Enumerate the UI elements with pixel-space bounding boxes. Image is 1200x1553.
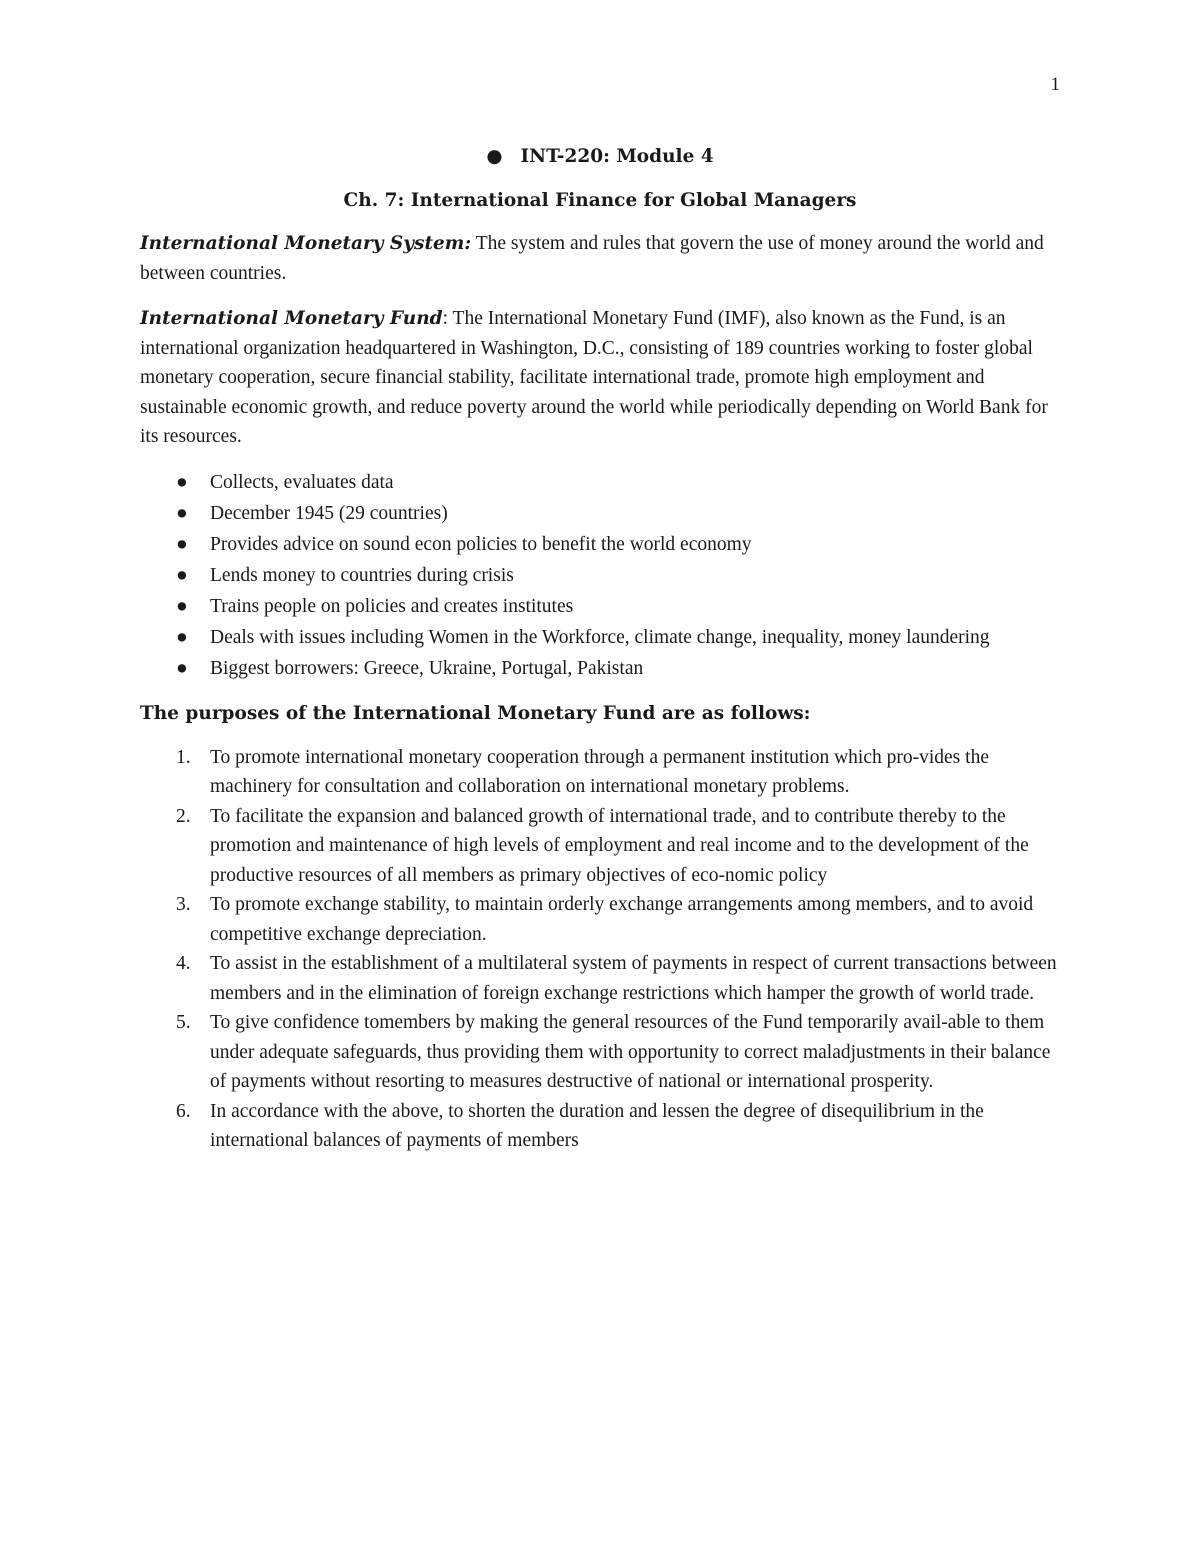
bullet-icon: ● [176,533,188,555]
module-title [140,142,1060,172]
bullet-icon: ● [176,657,188,679]
definition-term: International Monetary System [140,233,465,254]
page-number: 1 [1050,74,1060,95]
list-item-text: Trains people on policies and creates institutes [210,595,574,617]
list-item-number: 1. [176,746,191,768]
list-item-number: 5. [176,1012,191,1033]
list-item [140,949,1060,1008]
definition-text: The system and rules that govern the use of money around the world and between countries. [140,233,1044,284]
module-title-text: INT-220: Module 4 [520,146,714,167]
list-item-text: To promote international monetary cooperation through a permanent institution which pro-vides the machinery for consultation and collaboration on international monetary problems. [210,746,989,797]
list-item-text: Deals with issues including Women in the Workforce, climate change, inequality, money laundering [210,626,990,648]
bullet-icon: ● [176,502,188,524]
list-item-text: Provides advice on sound econ policies to benefit the world economy [210,533,752,555]
list-item [140,743,1060,802]
bullet-icon: ● [176,471,188,493]
list-item [140,561,1060,591]
purposes-list [140,743,1060,1156]
definition-separator: : [464,233,472,254]
list-item [140,468,1060,498]
list-item [140,890,1060,949]
list-item [140,592,1060,622]
list-item-text: To give confidence tomembers by making the general resources of the Fund temporarily avail-able to them under adequate safeguards, thus providing them with opportunity to correct maladjustments in their balance of payments without resorting to measures destructive of national or international prosperity. [210,1012,1051,1092]
list-item-text: To promote exchange stability, to maintain orderly exchange arrangements among members, and to avoid competitive exchange depreciation. [210,894,1034,945]
definition-monetary-fund [140,304,1060,452]
list-item [140,802,1060,891]
list-item [140,530,1060,560]
list-item-text: Lends money to countries during crisis [210,564,514,586]
list-item-text: Collects, evaluates data [210,471,394,493]
bullet-icon: ● [176,564,188,586]
purposes-heading: The purposes of the International Monetary Fund are as follows: [140,703,811,724]
definition-monetary-system [140,229,1060,288]
chapter-title: Ch. 7: International Finance for Global Managers [343,189,857,211]
definition-term: International Monetary Fund [140,308,443,329]
list-item [140,654,1060,684]
list-item-number: 4. [176,953,191,974]
list-item-number: 3. [176,894,191,915]
list-item [140,499,1060,529]
definition-text: The International Monetary Fund (IMF), also known as the Fund, is an international organization headquartered in Washington, D.C., consisting of 189 countries working to foster global monetary cooperation, secure financial stability, facilitate international trade, promote high employment and sustainable economic growth, and reduce poverty around the world while periodically depending on World Bank for its resources. [140,308,1048,447]
list-item-text: To facilitate the expansion and balanced growth of international trade, and to contribute thereby to the promotion and maintenance of high levels of employment and real income and to the development of the productive resources of all members as primary objectives of eco-nomic policy [210,805,1029,886]
document-body [140,142,1060,1156]
list-item-number: 6. [176,1100,191,1122]
list-item-text: December 1945 (29 countries) [210,502,448,524]
definition-separator: : [442,308,448,329]
bullet-icon: ● [486,146,503,167]
list-item-text: Biggest borrowers: Greece, Ukraine, Portugal, Pakistan [210,657,644,679]
list-item-text: To assist in the establishment of a multilateral system of payments in respect of current transactions between members and in the elimination of foreign exchange restrictions which hamper the growth of world trade. [210,953,1057,1004]
bullet-icon: ● [176,626,188,648]
list-item [140,623,1060,653]
bullet-icon: ● [176,595,188,617]
imf-facts-list [140,468,1060,684]
list-item-number: 2. [176,805,191,827]
list-item [140,1097,1060,1156]
list-item [140,1008,1060,1097]
list-item-text: In accordance with the above, to shorten the duration and lessen the degree of disequilibrium in the international balances of payments of members [210,1100,984,1151]
